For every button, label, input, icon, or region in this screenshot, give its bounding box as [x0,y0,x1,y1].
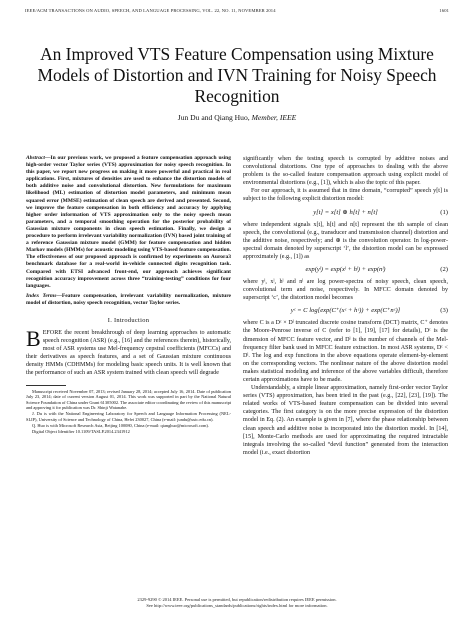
footnote-author-du: J. Du is with the National Engineering Laboratory for Speech and Language Information Processing (NEL-SLIP), University of Science and Technology of China, Hefei 230027, China (e-mail: jundu@ustc.edu.cn). [26,411,231,422]
equation-3-number: (3) [440,307,448,315]
right-paragraph-6: Understandably, a simple linear approximation, namely first-order vector Taylor series (VTS) approximation, has been tried in the past (e.g., [22], [23], [19]). The related works of VTS-based feature compensation can be divided into several categories. The first category is on the more precise expression of the distortion model in Eq. (2). An example is given in [7], where the phase relationship between clean speech and additive noise is incorporated into the distortion model. In [14], [15], Monte-Carlo methods are used for approximating the required intractable integrals involving the so-called “devil function” generated from the interaction model (i.e., exact distortion [243,385,448,456]
equation-3 [243,306,448,315]
copyright-line-1: 2329-9290 © 2014 IEEE. Personal use is permitted, but republication/redistribution requires IEEE permission. [137,597,337,602]
footnote-author-huo: Q. Huo is with Microsoft Research Asia, Beijing 100080, China (e-mail: qianghuo@microsoft.com). [32,422,209,428]
copyright-line-2: See http://www.ieee.org/publications_standards/publications/rights/index.html for more information. [146,602,328,608]
equation-2-expression: exp(yˡ) = exp(xˡ + hˡ) + exp(nˡ) [305,266,386,274]
abstract-lead: Abstract— [26,155,51,161]
footnotes [26,389,231,435]
abstract-text: In our previous work, we proposed a feature compensation approach using high-order vector Taylor series (VTS) approximation for noisy speech recognition. In this paper, we report new progress on making it more powerful and practical in real applications. First, mixtures of densities are used to enhance the distortion models of both additive noise and convolutional distortion. New formulations for maximum likelihood (ML) estimation of distortion model parameters, and minimum mean squared error (MMSE) estimation of clean speech are derived and presented. Second, we improve the feature compensation in both efficiency and accuracy by applying higher order information of VTS approximation only to the noisy speech mean parameters, and a temporal smoothing operation for the posterior probability of Gaussian mixture components in clean speech estimation. Finally, we design a procedure to perform irrelevant variability normalization (IVN) based joint training of a reference Gaussian mixture model (GMM) for feature compensation and hidden Markov models (HMMs) for acoustic modeling using VTS-based feature compensation. The effectiveness of our proposed approach is confirmed by experiments on Aurora3 benchmark database for a real-world in-vehicle connected digits recognition task. Compared with ETSI advanced front-end, our approach achieves significant recognition accuracy improvement across three “training-testing” conditions for four languages. [26,155,231,289]
index-terms [26,293,231,307]
right-column [243,155,448,457]
member-note: Member, IEEE [251,113,297,122]
author-names: Jun Du and Qiang Huo, [177,113,250,122]
journal-header: IEEE/ACM TRANSACTIONS ON AUDIO, SPEECH, AND LANGUAGE PROCESSING, VOL. 22, NO. 11, NOVEMBER 2014 [25,8,276,13]
abstract [26,155,231,290]
dropcap-letter: B [26,325,41,351]
equation-1-number: (1) [440,208,448,216]
right-paragraph-4: where yˡ, xˡ, hˡ and nˡ are log power-spectra of noisy speech, clean speech, convolutional term and noise, respectively. In MFCC domain denoted by superscript ‘c’, the distortion model becomes [243,279,448,302]
equation-2 [243,265,448,274]
running-header [25,8,449,16]
equation-1-expression: y[t] = x[t] ⊛ h[t] + n[t] [313,208,378,216]
right-paragraph-2: For our approach, it is assumed that in time domain, “corrupted” speech y[t] is subject to the following explicit distortion model: [243,188,448,203]
right-paragraph-5: where C is a Dᶜ × Dˡ truncated discrete cosine transform (DCT) matrix, C⁺ denotes the Moore-Penrose inverse of C (refer to [1], [19], [17] for details), Dᶜ is the dimension of MFCC feature vector, and Dˡ is the number of channels of the Mel-frequency filter bank used in MFCC feature extraction. In most ASR systems, Dᶜ < Dˡ. The log and exp functions in the above equations operate element-by-element on the corresponding vectors. The nonlinear nature of the above distortion model makes statistical modeling and inference of the above variables difficult, therefore certain approximations have to be made. [243,320,448,383]
intro-paragraph [26,325,231,378]
intro-paragraph-text: EFORE the recent breakthrough of deep learning approaches to automatic speech recognition (ASR) (e.g., [16] and the references therein), historically, most of ASR systems use Mel-frequency cepstral coefficients (MFCCs) and their derivatives as speech features, and a set of Gaussian mixture continuous density HMMs (CDHMMs) for modeling basic speech units. It is well known that the performance of such an ASR system trained with clean speech will degrade [26,329,231,377]
section-heading-introduction: I. Introduction [107,316,150,324]
footnote-divider [26,385,66,386]
right-paragraph-1: significantly when the testing speech is corrupted by additive noises and convolutional distortions. One type of approaches to dealing with the above problem is the so-called feature compensation approach using explicit model of environmental distortions (e.g., [1]), which is also the topic of this paper. [243,156,448,187]
page-number: 1601 [439,8,449,13]
copyright-footer [20,597,454,609]
left-column [26,155,231,434]
footnote-manuscript: Manuscript received November 07, 2013; revised January 28, 2014; accepted July 16, 2014. Date of publication July 23, 2014; date of current version August 01, 2014. This work was supported in part by the National Natural Science Foundation of China under Grant 61305002. The associate editor coordinating the review of this manuscript and approving it for publication was Dr. Shinji Watanabe. [26,388,231,411]
equation-2-number: (2) [440,266,448,274]
equation-3-expression: yᶜ = C log[exp(C⁺(xᶜ + hᶜ)) + exp(C⁺nᶜ)] [290,307,401,315]
index-terms-text: Feature compensation, irrelevant variability normalization, mixture model of distortion, noisy speech recognition, vector Taylor series. [26,292,231,306]
paper-title: An Improved VTS Feature Compensation using Mixture Models of Distortion and IVN Training for Noisy Speech Recognition [37,44,437,106]
right-paragraph-3: where independent signals x[t], h[t] and n[t] represent the tth sample of clean speech, the convolutional (e.g., transducer and transmission channel) distortion and the additive noise, respectively; and ⊛ is the convolution operator. In log-power-spectral domain denoted by superscript ‘l’, the distortion model can be expressed approximately (e.g., [1]) as [243,221,448,260]
author-line [20,113,454,123]
equation-1 [243,208,448,217]
footnote-doi: Digital Object Identifier 10.1109/TASLP.2014.2341912 [32,428,130,434]
index-terms-lead: Index Terms— [26,292,62,299]
